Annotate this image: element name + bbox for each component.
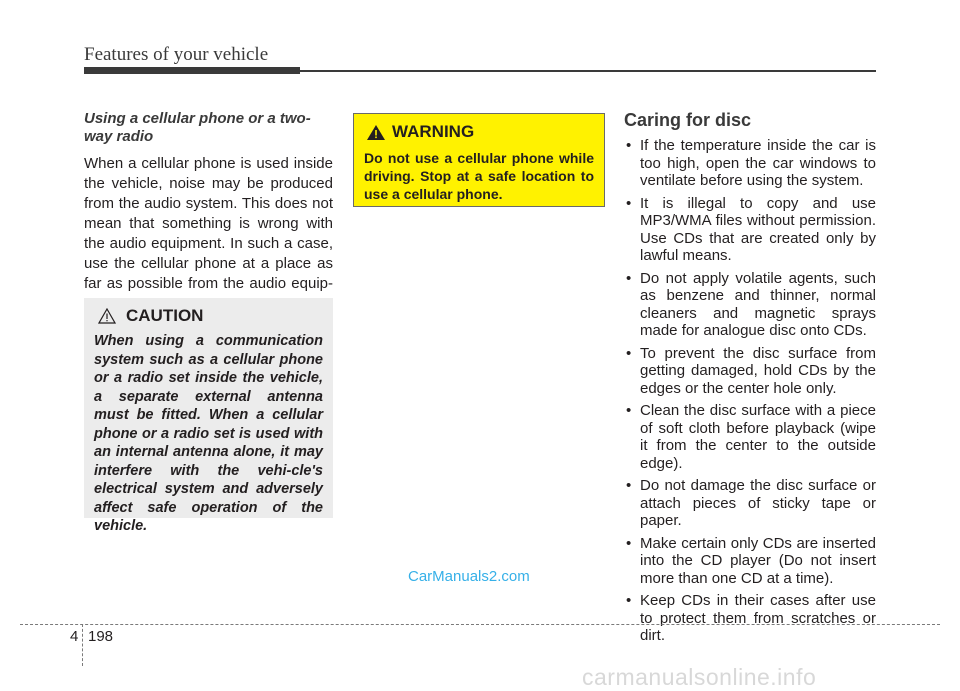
list-item: • If the temperature inside the car is too high, open the car windows to ventilate before using the system. — [624, 137, 876, 190]
disc-bullet-list — [624, 137, 876, 645]
list-item: • Do not apply volatile agents, such as benzene and thinner, normal cleaners and magnetic sprays made for analogue disc onto CDs. — [624, 270, 876, 340]
footer-vertical-divider — [82, 624, 83, 666]
list-item: • Clean the disc surface with a piece of soft cloth before playback (wipe it from the center to the outside edge). — [624, 402, 876, 472]
chapter-number: 4 — [70, 628, 79, 645]
caution-label: CAUTION — [126, 306, 204, 325]
page-header-title: Features of your vehicle — [84, 44, 269, 65]
site-watermark-logo: carmanualsonline.info — [582, 664, 817, 690]
warning-box — [353, 113, 605, 207]
caution-triangle-icon — [98, 308, 116, 324]
warning-triangle-icon — [366, 124, 386, 141]
warning-text: Do not use a cellular phone while driving. Stop at a safe location to use a cellular phone. — [364, 150, 594, 202]
caution-box — [84, 298, 333, 534]
cellular-subheading: Using a cellular phone or a two-way radio — [84, 110, 311, 145]
warning-label: WARNING — [392, 122, 475, 141]
watermark-link[interactable]: CarManuals2.com — [408, 568, 530, 585]
list-item: • Do not damage the disc surface or attach pieces of sticky tape or paper. — [624, 477, 876, 530]
list-item: • To prevent the disc surface from getting damaged, hold CDs by the edges or the center hole only. — [624, 345, 876, 398]
footer-divider — [20, 624, 940, 625]
caution-heading — [98, 306, 323, 326]
list-item: • Keep CDs in their cases after use to protect them from scratches or dirt. — [624, 592, 876, 645]
caution-text: When using a communication system such as a cellular phone or a radio set inside the vehicle, a separate external antenna must be fitted. When a cellular phone or a radio set is used with an internal antenna alone, it may interfere with the vehi-cle's electrical system and adversely affect safe operation of the vehicle. — [94, 333, 323, 534]
disc-title: Caring for disc — [624, 110, 752, 130]
header-rule — [300, 70, 876, 72]
cellular-body: When a cellular phone is used inside the vehicle, noise may be produced from the audio system. This does not mean that something is wrong with the audio equipment. In such a case, use the cellular phone at a place as far as possible from the audio equip- — [84, 155, 333, 292]
cellular-section — [84, 110, 333, 314]
page-number: 198 — [88, 628, 114, 645]
header-bar — [84, 67, 300, 74]
warning-heading — [366, 122, 594, 142]
list-item: • Make certain only CDs are inserted into the CD player (Do not insert more than one CD at a time). — [624, 535, 876, 588]
list-item: • It is illegal to copy and use MP3/WMA files without permission. Use CDs that are created only by lawful means. — [624, 195, 876, 265]
disc-section — [624, 110, 876, 650]
